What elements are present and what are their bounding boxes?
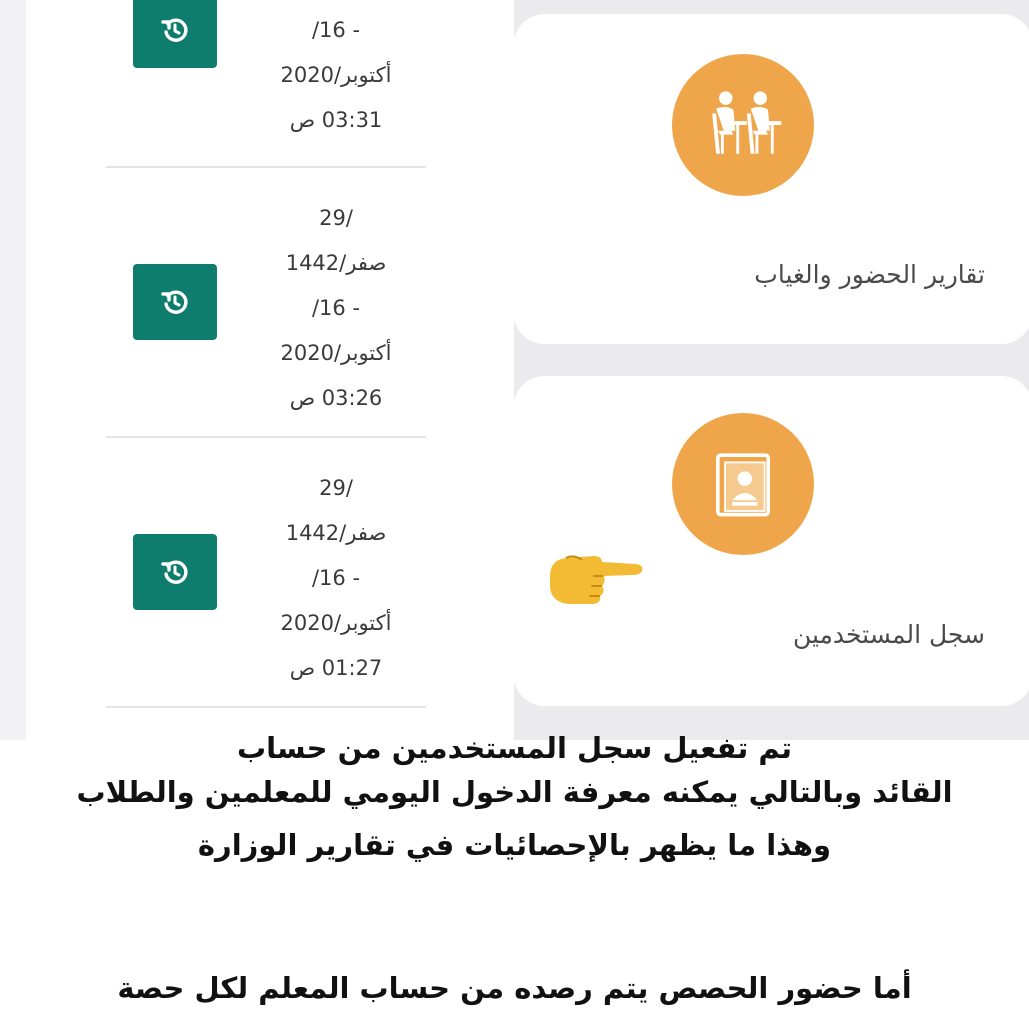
date-line: صفر/1442	[285, 521, 387, 545]
card-label: تقارير الحضور والغياب	[754, 260, 985, 289]
history-row	[106, 438, 426, 708]
history-restore-icon	[160, 287, 190, 317]
row-divider	[106, 706, 426, 708]
restore-button[interactable]	[133, 534, 217, 610]
date-line: 03:31 ص	[289, 108, 383, 132]
date-line: صفر/1442	[285, 251, 387, 275]
date-line: - 16/	[311, 566, 361, 590]
history-row	[106, 0, 426, 168]
panel-edge	[0, 0, 26, 740]
classroom-students-icon	[672, 54, 814, 196]
caption-line: وهذا ما يظهر بالإحصائيات في تقارير الوزارة	[197, 828, 832, 862]
caption-line: القائد وبالتالي يمكنه معرفة الدخول اليومي للمعلمين والطلاب	[76, 775, 953, 809]
date-line: أكتوبر/2020	[280, 611, 392, 635]
restore-button[interactable]	[133, 0, 217, 68]
history-row	[106, 168, 426, 438]
history-date	[256, 466, 416, 691]
date-line: 03:26 ص	[289, 386, 383, 410]
pointing-hand-emoji	[544, 546, 644, 610]
date-line: /29	[319, 476, 353, 500]
date-line: - 16/	[311, 18, 361, 42]
date-line: أكتوبر/2020	[280, 341, 392, 365]
caption-line: تم تفعيل سجل المستخدمين من حساب	[237, 731, 792, 765]
history-date	[256, 196, 416, 421]
history-date	[256, 8, 416, 143]
history-list-panel	[0, 0, 514, 740]
caption-line: أما حضور الحصص يتم رصده من حساب المعلم لكل حصة	[117, 971, 912, 1005]
card-label: سجل المستخدمين	[792, 620, 985, 649]
date-line: أكتوبر/2020	[280, 63, 392, 87]
user-log-book-icon	[672, 413, 814, 555]
attendance-reports-card[interactable]	[513, 14, 1029, 344]
date-line: 01:27 ص	[289, 656, 383, 680]
date-line: - 16/	[311, 296, 361, 320]
date-line: /29	[319, 206, 353, 230]
users-log-card[interactable]	[513, 376, 1029, 706]
history-restore-icon	[160, 557, 190, 587]
restore-button[interactable]	[133, 264, 217, 340]
history-restore-icon	[160, 15, 190, 45]
